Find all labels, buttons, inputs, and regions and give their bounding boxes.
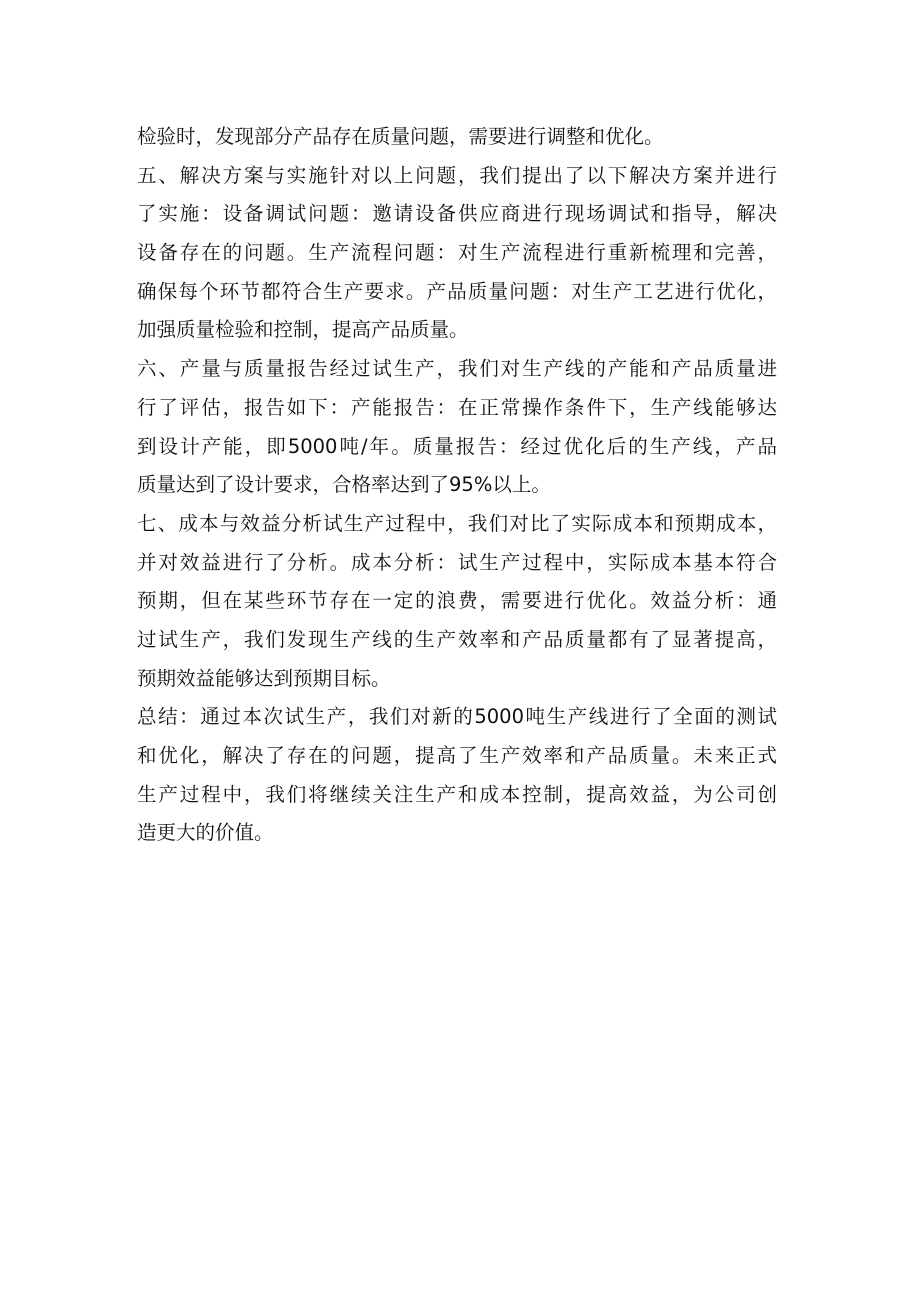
text-line: 造更大的价值。 xyxy=(137,821,274,845)
text-line: 并对效益进行了分析。成本分析：试生产过程中，实际成本基本符合 xyxy=(137,550,777,574)
text-line: 六、产量与质量报告经过试生产，我们对生产线的产能和产品质量进 xyxy=(137,357,777,381)
text-line: 总结：通过本次试生产，我们对新的5000吨生产线进行了全面的测试 xyxy=(137,705,777,729)
text-line: 和优化，解决了存在的问题，提高了生产效率和产品质量。未来正式 xyxy=(137,744,777,767)
text-line: 五、解决方案与实施针对以上问题，我们提出了以下解决方案并进行 xyxy=(137,163,777,187)
text-line: 检验时，发现部分产品存在质量问题，需要进行调整和优化。 xyxy=(137,125,664,148)
text-line: 预期，但在某些环节存在一定的浪费，需要进行优化。效益分析：通 xyxy=(137,589,777,613)
text-line: 加强质量检验和控制，提高产品质量。 xyxy=(137,318,469,342)
text-line: 过试生产，我们发现生产线的生产效率和产品质量都有了显著提高， xyxy=(137,627,777,651)
text-line: 预期效益能够达到预期目标。 xyxy=(137,666,391,690)
text-line: 到设计产能，即5000吨/年。质量报告：经过优化后的生产线，产品 xyxy=(137,434,777,458)
text-line: 行了评估，报告如下：产能报告：在正常操作条件下，生产线能够达 xyxy=(137,395,777,419)
text-line: 确保每个环节都符合生产要求。产品质量问题：对生产工艺进行优化， xyxy=(137,279,777,303)
text-line: 质量达到了设计要求，合格率达到了95%以上。 xyxy=(137,473,551,497)
text-line: 设备存在的问题。生产流程问题：对生产流程进行重新梳理和完善， xyxy=(137,241,777,265)
document-body xyxy=(137,118,777,853)
text-line: 了实施：设备调试问题：邀请设备供应商进行现场调试和指导，解决 xyxy=(137,202,777,226)
text-line: 七、成本与效益分析试生产过程中，我们对比了实际成本和预期成本， xyxy=(137,511,777,535)
text-line: 生产过程中，我们将继续关注生产和成本控制，提高效益，为公司创 xyxy=(137,782,777,806)
